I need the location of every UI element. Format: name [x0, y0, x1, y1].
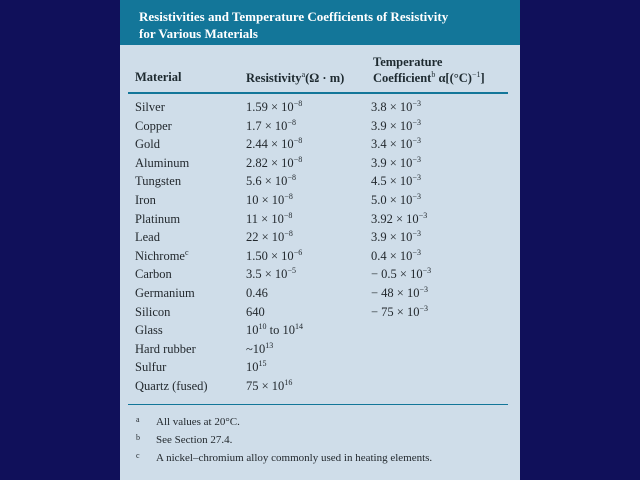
table-row	[120, 155, 520, 174]
header-temperature: Temperature	[373, 55, 443, 69]
resistivity-cell: $1.7 \times 10^{-8}$	[246, 117, 296, 133]
material-cell: Aluminum	[135, 155, 190, 170]
material-cell: Glass	[135, 323, 163, 338]
coefficient-cell: $5.0 \times 10^{-3}$	[371, 192, 421, 208]
resistivity-cell: $\sim 10^{13}$	[246, 340, 274, 356]
resistivity-cell: $10^{10}$ to $10^{14}$	[246, 322, 303, 338]
material-cell: Carbon	[135, 267, 172, 282]
footnote	[136, 415, 240, 428]
coefficient-cell: − $48 \times 10^{-3}$	[371, 285, 428, 301]
footnote	[136, 451, 432, 464]
material-cell: Germanium	[135, 286, 195, 301]
footnote-text: All values at 20°C.	[156, 416, 240, 428]
table-row	[120, 341, 520, 360]
header-coefficient: Coefficient$^b$ $\alpha[(^\circ C)^{-1}]$	[373, 70, 485, 86]
header-material: Material	[135, 70, 182, 84]
resistivity-cell: $1.59 \times 10^{-8}$	[246, 99, 303, 115]
table-row	[120, 266, 520, 285]
coefficient-cell: $3.8 \times 10^{-3}$	[371, 99, 421, 115]
coefficient-cell: $3.9 \times 10^{-3}$	[371, 229, 421, 245]
resistivity-cell: $10^{15}$	[246, 359, 267, 375]
resistivity-cell: $75 \times 10^{16}$	[246, 378, 293, 394]
coefficient-cell: $3.9 \times 10^{-3}$	[371, 117, 421, 133]
material-cell: Gold	[135, 137, 160, 152]
resistivity-cell: $1.50 \times 10^{-6}$	[246, 247, 303, 263]
footnote-mark: a	[136, 415, 140, 424]
resistivity-cell: $22 \times 10^{-8}$	[246, 229, 293, 245]
coefficient-cell: − $0.5 \times 10^{-3}$	[371, 266, 432, 282]
material-cell: Platinum	[135, 211, 181, 226]
table-title-banner	[120, 0, 520, 45]
resistivity-cell: $11 \times 10^{-8}$	[246, 210, 293, 226]
coefficient-cell: $3.9 \times 10^{-3}$	[371, 154, 421, 170]
table-row	[120, 173, 520, 192]
footnote-mark: b	[136, 433, 140, 442]
coefficient-cell: $4.5 \times 10^{-3}$	[371, 173, 421, 189]
coefficient-cell: − $75 \times 10^{-3}$	[371, 303, 428, 319]
table-row	[120, 248, 520, 267]
material-cell: Quartz (fused)	[135, 379, 208, 394]
resistivity-cell: 0.46	[246, 286, 268, 301]
material-cell: Lead	[135, 230, 160, 245]
resistivity-cell: $5.6 \times 10^{-8}$	[246, 173, 296, 189]
coefficient-cell: $3.4 \times 10^{-3}$	[371, 136, 421, 152]
material-cell: Silicon	[135, 304, 171, 319]
material-cell: Tungsten	[135, 174, 182, 189]
footnote-mark: c	[136, 451, 140, 460]
footnote-text: A nickel–chromium alloy commonly used in heating elements.	[156, 452, 433, 464]
table-row	[120, 304, 520, 323]
header-rule	[128, 92, 508, 94]
table-row	[120, 99, 520, 118]
material-cell: Copper	[135, 118, 172, 133]
table-panel	[120, 0, 520, 480]
resistivity-cell: $2.82 \times 10^{-8}$	[246, 154, 303, 170]
resistivity-cell: $3.5 \times 10^{-5}$	[246, 266, 296, 282]
table-row	[120, 211, 520, 230]
resistivity-cell: $10 \times 10^{-8}$	[246, 192, 293, 208]
footnote-text: See Section 27.4.	[156, 434, 233, 446]
table-title-line2: for Various Materials	[139, 26, 258, 41]
coefficient-cell: $3.92 \times 10^{-3}$	[371, 210, 428, 226]
table-row	[120, 322, 520, 341]
material-cell: Silver	[135, 100, 165, 115]
table-row	[120, 229, 520, 248]
material-cell: Hard rubber	[135, 341, 196, 356]
table-row	[120, 359, 520, 378]
table-row	[120, 378, 520, 397]
coefficient-cell: $0.4 \times 10^{-3}$	[371, 247, 421, 263]
table-row	[120, 192, 520, 211]
material-cell: Nichrome$^c$	[135, 247, 189, 263]
table-row	[120, 118, 520, 137]
table-row	[120, 285, 520, 304]
resistivity-cell: $2.44 \times 10^{-8}$	[246, 136, 303, 152]
resistivity-cell: 640	[246, 304, 265, 319]
footnote-rule	[128, 404, 508, 405]
footnote	[136, 433, 232, 446]
header-resistivity: Resistivity$^a$(Ω · m)	[246, 70, 345, 86]
table-title-line1: Resistivities and Temperature Coefficients of Resistivity	[139, 9, 449, 24]
table-row	[120, 136, 520, 155]
material-cell: Iron	[135, 193, 156, 208]
material-cell: Sulfur	[135, 360, 167, 375]
